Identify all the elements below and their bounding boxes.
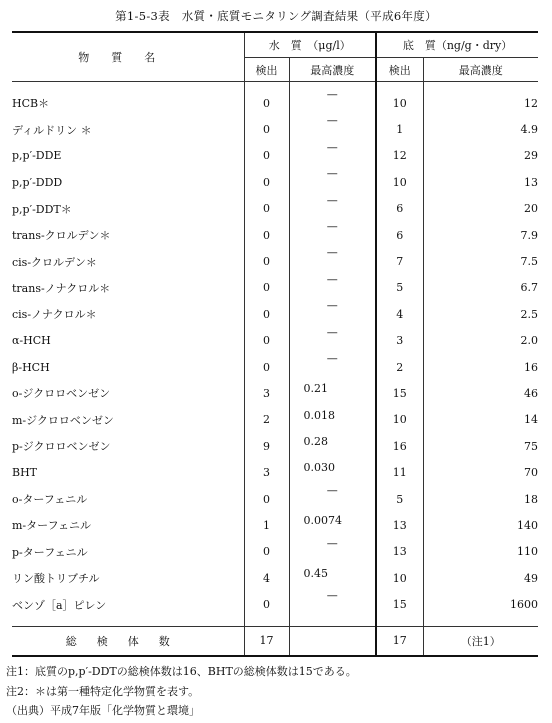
substance-name: trans-ノナクロル＊ (12, 281, 111, 295)
sediment-max-conc: 18 (423, 486, 538, 512)
header-sediment-detected: 検出 (376, 58, 423, 82)
substance-name: p-ターフェニル (12, 545, 88, 559)
water-max-conc (289, 483, 376, 512)
table-row (12, 565, 538, 591)
sediment-detected: 16 (376, 433, 423, 459)
sediment-max-conc: 7.5 (423, 248, 538, 274)
substance-name: p-ジクロロベンゼン (12, 440, 111, 454)
total-label: 総検体数 (12, 626, 244, 656)
water-max-value: — (326, 167, 338, 181)
substance-name: p,p′-DDE (12, 149, 62, 163)
water-detected: 3 (244, 380, 289, 406)
sediment-max-conc: 14 (423, 407, 538, 433)
substance-name: p,p′-DDD (12, 175, 63, 189)
sediment-max-conc: 7.9 (423, 222, 538, 248)
sediment-max-conc: 4.9 (423, 116, 538, 142)
sediment-detected: 10 (376, 169, 423, 195)
water-detected: 0 (244, 169, 289, 195)
substance-name: cis-ノナクロル＊ (12, 308, 97, 322)
sediment-max-conc: 29 (423, 143, 538, 169)
table-row (12, 539, 538, 565)
water-detected: 0 (244, 196, 289, 222)
sediment-max-conc: 140 (423, 512, 538, 538)
substance-name: trans-クロルデン＊ (12, 229, 111, 243)
table-title: 第1-5-3表 水質・底質モニタリング調査結果（平成6年度） (115, 9, 437, 23)
sediment-detected: 4 (376, 301, 423, 327)
sediment-max-conc: 1600 (423, 591, 538, 617)
water-max-value: — (326, 88, 338, 101)
total-row (12, 626, 538, 656)
table-row (12, 407, 538, 433)
table-row (12, 459, 538, 485)
substance-name: HCB＊ (12, 97, 50, 111)
sediment-max-conc: 13 (423, 169, 538, 195)
water-max-conc (289, 219, 376, 248)
table-row (12, 433, 538, 459)
substance-name: m-ジクロロベンゼン (12, 413, 114, 427)
water-max-conc (289, 248, 376, 274)
table-row (12, 328, 538, 354)
water-max-value: — (326, 351, 338, 365)
sediment-max-conc: 12 (423, 90, 538, 116)
sediment-detected: 10 (376, 90, 423, 116)
sediment-detected: 11 (376, 459, 423, 485)
water-max-conc (289, 512, 376, 538)
sediment-detected: 5 (376, 275, 423, 301)
notes (6, 662, 357, 721)
water-max-conc (289, 301, 376, 327)
sediment-detected: 12 (376, 143, 423, 169)
water-max-conc (289, 565, 376, 591)
total-note: （注1） (423, 626, 538, 656)
water-detected: 0 (244, 301, 289, 327)
water-max-conc (289, 140, 376, 169)
sediment-max-conc: 16 (423, 354, 538, 380)
water-detected: 0 (244, 248, 289, 274)
note-1: 注1：底質のp,p′-DDTの総検体数は16、BHTの総検体数は15である。 (6, 665, 357, 678)
water-detected: 9 (244, 433, 289, 459)
water-max-value: — (326, 193, 338, 207)
water-max-value: — (326, 325, 338, 339)
header-substance-name: 物質名 (12, 32, 244, 82)
sediment-max-conc: 2.0 (423, 328, 538, 354)
substance-name: cis-クロルデン＊ (12, 255, 97, 269)
table-row (12, 275, 538, 301)
water-max-value: 0.0074 (303, 514, 342, 528)
sediment-detected: 10 (376, 407, 423, 433)
water-max-conc (289, 459, 376, 485)
sediment-detected: 13 (376, 512, 423, 538)
water-detected: 2 (244, 407, 289, 433)
table-row (12, 90, 538, 116)
water-max-value: — (326, 114, 338, 128)
substance-name: m-ターフェニル (12, 519, 92, 533)
substance-name: BHT (12, 466, 38, 480)
water-max-conc (289, 169, 376, 195)
sediment-max-conc: 46 (423, 380, 538, 406)
water-detected: 0 (244, 116, 289, 142)
sediment-detected: 10 (376, 565, 423, 591)
water-max-conc (289, 90, 376, 116)
total-sediment: 17 (376, 626, 423, 656)
sediment-max-conc: 6.7 (423, 275, 538, 301)
total-water: 17 (244, 626, 289, 656)
sediment-max-conc: 20 (423, 196, 538, 222)
water-detected: 0 (244, 539, 289, 565)
table-row (12, 116, 538, 142)
water-detected: 4 (244, 565, 289, 591)
substance-name: ベンゾ［a］ピレン (12, 598, 107, 612)
water-max-conc (289, 407, 376, 433)
water-max-conc (289, 591, 376, 617)
water-max-value: 0.28 (303, 435, 328, 449)
water-detected: 0 (244, 222, 289, 248)
water-max-value: 0.018 (303, 408, 335, 422)
water-detected: 0 (244, 328, 289, 354)
substance-name: β-HCH (12, 360, 50, 374)
water-max-value: — (326, 483, 338, 497)
sediment-detected: 1 (376, 116, 423, 142)
water-max-conc (289, 380, 376, 406)
table-row (12, 486, 538, 512)
header-sediment: 底 質（ng/g・dry） (376, 32, 538, 58)
header-water-detected: 検出 (244, 58, 289, 82)
water-detected: 1 (244, 512, 289, 538)
water-max-value: — (326, 536, 338, 550)
water-max-value: — (326, 246, 338, 260)
monitoring-table (12, 31, 538, 657)
water-max-value: 0.21 (303, 382, 328, 396)
table-row (12, 248, 538, 274)
water-max-conc (289, 433, 376, 459)
sediment-max-conc: 49 (423, 565, 538, 591)
source-note: （出典）平成7年版「化学物質と環境」 (6, 704, 200, 717)
substance-name: o-ターフェニル (12, 493, 88, 507)
table-row (12, 512, 538, 538)
table-row (12, 591, 538, 617)
water-max-value: — (326, 589, 338, 603)
sediment-detected: 2 (376, 354, 423, 380)
sediment-detected: 15 (376, 591, 423, 617)
table-row (12, 196, 538, 222)
water-max-conc (289, 193, 376, 222)
water-max-value: — (326, 219, 338, 233)
header-sediment-max: 最高濃度 (423, 58, 538, 82)
substance-name: o-ジクロロベンゼン (12, 387, 111, 401)
substance-name: p,p′-DDT＊ (12, 202, 72, 216)
sediment-max-conc: 75 (423, 433, 538, 459)
substance-name: α-HCH (12, 334, 51, 348)
sediment-max-conc: 110 (423, 539, 538, 565)
substance-name: リン酸トリブチル (12, 572, 100, 586)
note-2: 注2：＊は第一種特定化学物質を表す。 (6, 684, 200, 698)
sediment-max-conc: 70 (423, 459, 538, 485)
total-water-max (289, 626, 376, 656)
water-detected: 0 (244, 275, 289, 301)
water-max-value: — (326, 140, 338, 154)
water-max-conc (289, 536, 376, 565)
table-row (12, 222, 538, 248)
sediment-detected: 5 (376, 486, 423, 512)
sediment-detected: 6 (376, 222, 423, 248)
water-max-value: — (326, 299, 338, 313)
sediment-detected: 3 (376, 328, 423, 354)
water-detected: 0 (244, 486, 289, 512)
water-max-conc (289, 272, 376, 301)
sediment-detected: 7 (376, 248, 423, 274)
sediment-detected: 6 (376, 196, 423, 222)
table-row (12, 380, 538, 406)
water-max-value: 0.030 (303, 461, 335, 475)
water-detected: 0 (244, 90, 289, 116)
substance-name: ディルドリン ＊ (12, 123, 92, 137)
water-detected: 3 (244, 459, 289, 485)
water-detected: 0 (244, 143, 289, 169)
water-max-value: — (326, 272, 338, 286)
table-row (12, 301, 538, 327)
header-water-max: 最高濃度 (289, 58, 376, 82)
table-row (12, 354, 538, 380)
water-max-value: 0.45 (303, 567, 328, 581)
water-detected: 0 (244, 591, 289, 617)
water-detected: 0 (244, 354, 289, 380)
table-row (12, 169, 538, 195)
sediment-max-conc: 2.5 (423, 301, 538, 327)
sediment-detected: 13 (376, 539, 423, 565)
water-max-conc (289, 325, 376, 354)
sediment-detected: 15 (376, 380, 423, 406)
table-row (12, 143, 538, 169)
water-max-conc (289, 351, 376, 380)
water-max-conc (289, 116, 376, 142)
header-water: 水 質 （μg/l） (244, 32, 376, 58)
